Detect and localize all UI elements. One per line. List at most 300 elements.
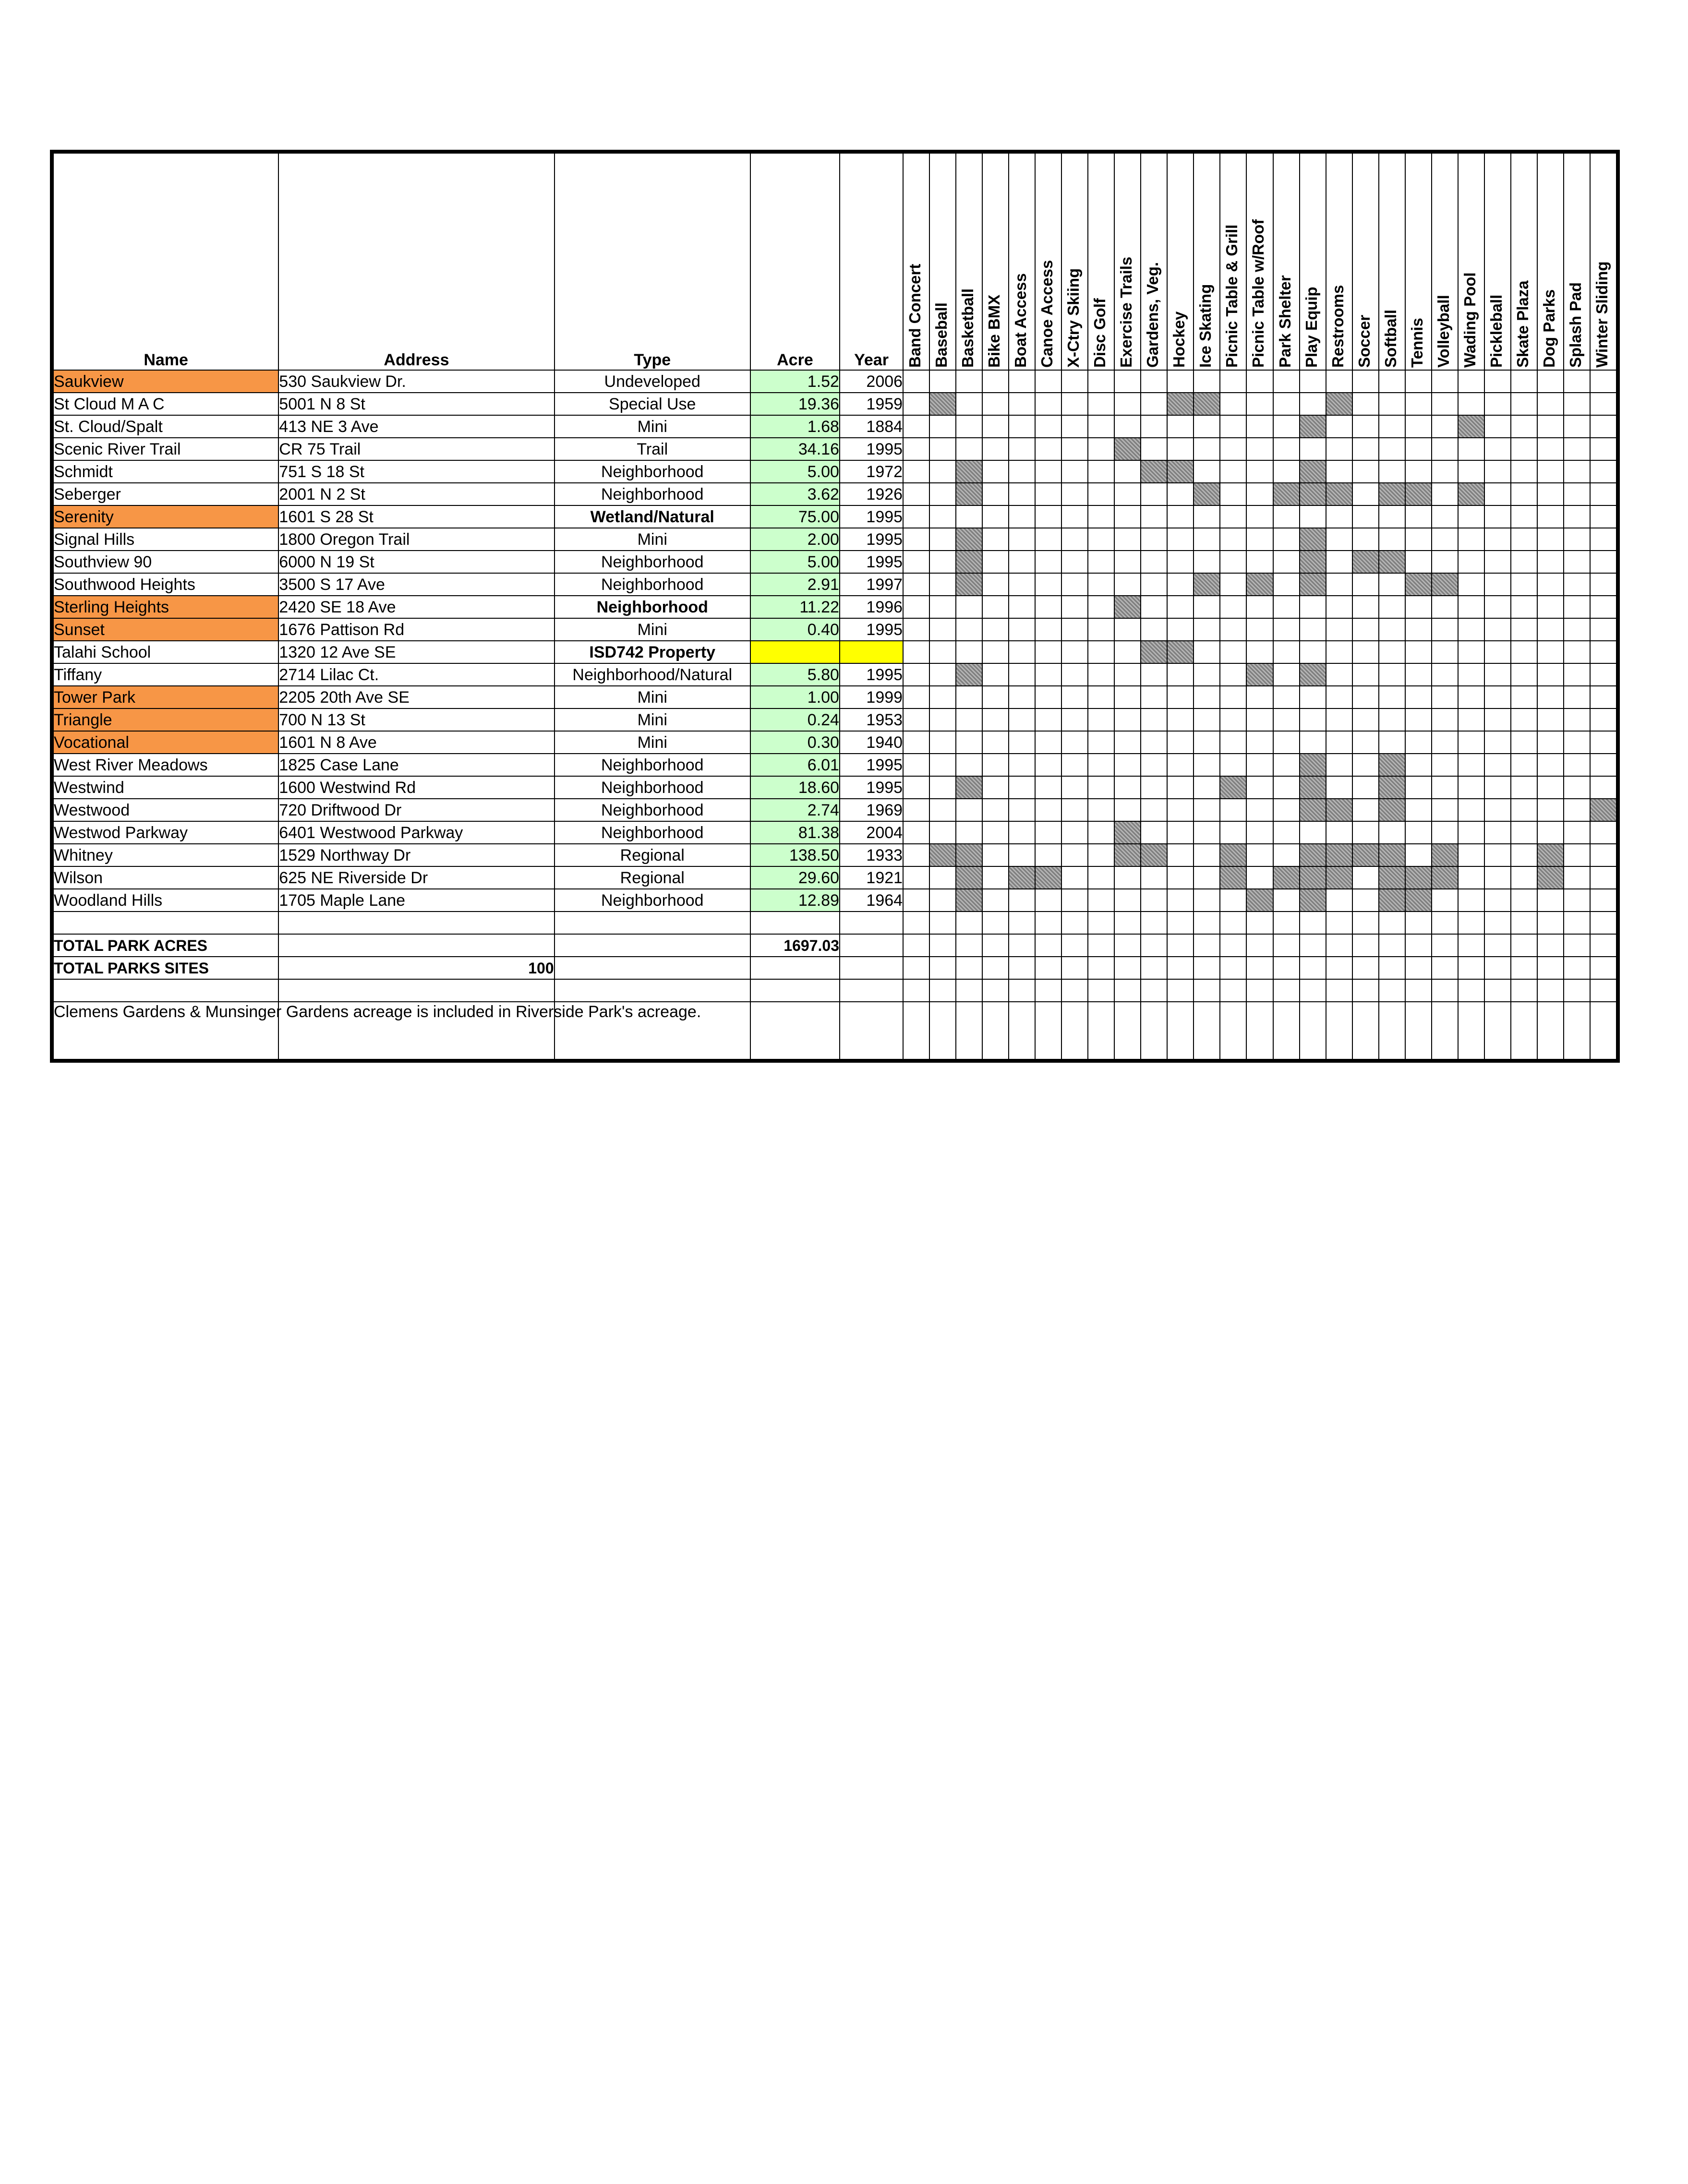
amenity-cell bbox=[1194, 731, 1220, 754]
amenity-cell bbox=[1564, 641, 1590, 663]
amenity-cell bbox=[1300, 618, 1326, 641]
amenity-cell bbox=[1405, 708, 1432, 731]
blank-cell bbox=[1246, 1002, 1273, 1059]
blank-cell bbox=[1061, 979, 1088, 1002]
blank-cell bbox=[929, 979, 956, 1002]
blank-cell bbox=[982, 934, 1009, 957]
amenity-cell bbox=[1035, 460, 1061, 483]
amenity-cell bbox=[1590, 776, 1616, 799]
table-row bbox=[53, 708, 1616, 731]
blank-cell bbox=[1379, 979, 1405, 1002]
blank-cell bbox=[750, 912, 840, 934]
amenity-cell bbox=[956, 393, 982, 415]
amenity-cell bbox=[1220, 438, 1246, 460]
header-amenity bbox=[1035, 153, 1061, 370]
amenity-cell bbox=[1088, 731, 1114, 754]
blank-cell bbox=[1432, 957, 1458, 979]
amenity-cell bbox=[1405, 776, 1432, 799]
amenity-cell bbox=[956, 708, 982, 731]
amenity-label: Wading Pool bbox=[1460, 272, 1479, 368]
amenity-cell bbox=[982, 551, 1009, 573]
amenity-cell bbox=[1009, 393, 1035, 415]
amenity-cell bbox=[1326, 731, 1352, 754]
park-name: Westwind bbox=[53, 776, 278, 799]
amenity-cell bbox=[1220, 686, 1246, 708]
amenity-cell bbox=[1300, 821, 1326, 844]
amenity-cell bbox=[1009, 596, 1035, 618]
amenity-cell bbox=[1114, 370, 1141, 393]
park-acre: 0.40 bbox=[750, 618, 840, 641]
park-name: Woodland Hills bbox=[53, 889, 278, 912]
amenity-cell bbox=[1590, 821, 1616, 844]
blank-cell bbox=[750, 1002, 840, 1059]
park-type: Mini bbox=[555, 415, 750, 438]
amenity-cell bbox=[1220, 370, 1246, 393]
amenity-cell bbox=[1246, 844, 1273, 866]
amenity-cell bbox=[1511, 596, 1537, 618]
blank-cell bbox=[1352, 934, 1379, 957]
blank-cell bbox=[1537, 912, 1564, 934]
amenity-mark bbox=[1141, 460, 1167, 483]
blank-cell bbox=[555, 934, 750, 957]
amenity-mark bbox=[1246, 663, 1273, 686]
blank-cell bbox=[1537, 1002, 1564, 1059]
amenity-cell bbox=[929, 415, 956, 438]
amenity-cell bbox=[1220, 708, 1246, 731]
amenity-cell bbox=[1432, 370, 1458, 393]
amenity-cell bbox=[1352, 889, 1379, 912]
amenity-cell bbox=[1061, 528, 1088, 551]
amenity-cell bbox=[1220, 483, 1246, 505]
park-name: Talahi School bbox=[53, 641, 278, 663]
amenity-cell bbox=[1088, 821, 1114, 844]
amenity-label: Winter Sliding bbox=[1592, 261, 1611, 368]
blank-cell bbox=[956, 1002, 982, 1059]
amenity-cell bbox=[1458, 731, 1484, 754]
blank-cell bbox=[1326, 934, 1352, 957]
park-name: Seberger bbox=[53, 483, 278, 505]
blank-cell bbox=[1379, 934, 1405, 957]
amenity-cell bbox=[1484, 551, 1511, 573]
park-name: Schmidt bbox=[53, 460, 278, 483]
amenity-cell bbox=[1273, 618, 1300, 641]
amenity-cell bbox=[1484, 505, 1511, 528]
amenity-label: Play Equip bbox=[1302, 287, 1320, 368]
park-address: 625 NE Riverside Dr bbox=[278, 866, 554, 889]
amenity-cell bbox=[1511, 754, 1537, 776]
amenity-cell bbox=[1246, 483, 1273, 505]
blank-cell bbox=[1273, 912, 1300, 934]
amenity-cell bbox=[982, 641, 1009, 663]
amenity-cell bbox=[1273, 754, 1300, 776]
table-row bbox=[53, 415, 1616, 438]
amenity-mark bbox=[1405, 866, 1432, 889]
amenity-cell bbox=[1246, 438, 1273, 460]
park-acre: 11.22 bbox=[750, 596, 840, 618]
amenity-cell bbox=[1141, 866, 1167, 889]
amenity-cell bbox=[1194, 415, 1220, 438]
blank-cell bbox=[840, 934, 903, 957]
amenity-label: Boat Access bbox=[1012, 273, 1030, 368]
park-acre: 0.24 bbox=[750, 708, 840, 731]
amenity-cell bbox=[1511, 618, 1537, 641]
amenity-cell bbox=[982, 573, 1009, 596]
park-year: 1953 bbox=[840, 708, 903, 731]
amenity-cell bbox=[1379, 528, 1405, 551]
blank-cell bbox=[956, 979, 982, 1002]
amenity-cell bbox=[1458, 889, 1484, 912]
amenity-cell bbox=[1432, 505, 1458, 528]
amenity-cell bbox=[1405, 821, 1432, 844]
amenity-mark bbox=[1300, 551, 1326, 573]
header-amenity bbox=[1590, 153, 1616, 370]
amenity-cell bbox=[982, 483, 1009, 505]
amenity-cell bbox=[1167, 663, 1194, 686]
amenity-cell bbox=[1537, 686, 1564, 708]
amenity-cell bbox=[1458, 393, 1484, 415]
amenity-mark bbox=[1009, 866, 1035, 889]
park-acre: 34.16 bbox=[750, 438, 840, 460]
amenity-cell bbox=[1194, 799, 1220, 821]
blank-cell bbox=[53, 912, 278, 934]
amenity-cell bbox=[1537, 731, 1564, 754]
amenity-cell bbox=[1405, 505, 1432, 528]
blank-cell bbox=[1141, 1002, 1167, 1059]
amenity-cell bbox=[1352, 573, 1379, 596]
blank-cell bbox=[750, 957, 840, 979]
amenity-cell bbox=[1405, 415, 1432, 438]
amenity-cell bbox=[1511, 799, 1537, 821]
amenity-mark bbox=[1300, 776, 1326, 799]
park-type: Mini bbox=[555, 708, 750, 731]
header-amenity bbox=[1194, 153, 1220, 370]
amenity-cell bbox=[1246, 866, 1273, 889]
amenity-cell bbox=[956, 505, 982, 528]
amenity-cell bbox=[982, 596, 1009, 618]
amenity-cell bbox=[1300, 393, 1326, 415]
amenity-mark bbox=[1405, 889, 1432, 912]
amenity-cell bbox=[1432, 393, 1458, 415]
amenity-cell bbox=[1590, 505, 1616, 528]
blank-cell bbox=[982, 957, 1009, 979]
park-name: Serenity bbox=[53, 505, 278, 528]
amenity-cell bbox=[1194, 505, 1220, 528]
amenity-cell bbox=[1141, 483, 1167, 505]
amenity-cell bbox=[1246, 551, 1273, 573]
amenity-mark bbox=[956, 866, 982, 889]
park-type: Neighborhood bbox=[555, 596, 750, 618]
amenity-cell bbox=[1088, 799, 1114, 821]
amenity-cell bbox=[1590, 641, 1616, 663]
amenity-cell bbox=[929, 754, 956, 776]
park-acre: 5.00 bbox=[750, 460, 840, 483]
amenity-cell bbox=[1484, 866, 1511, 889]
amenity-cell bbox=[1564, 573, 1590, 596]
amenity-cell bbox=[1061, 641, 1088, 663]
amenity-cell bbox=[1009, 415, 1035, 438]
amenity-cell bbox=[1405, 438, 1432, 460]
park-name: Southview 90 bbox=[53, 551, 278, 573]
amenity-cell bbox=[1352, 415, 1379, 438]
park-type: Mini bbox=[555, 686, 750, 708]
blank-cell bbox=[903, 934, 929, 957]
amenity-cell bbox=[1590, 483, 1616, 505]
amenity-mark bbox=[956, 844, 982, 866]
amenity-mark bbox=[1379, 483, 1405, 505]
blank-cell bbox=[1564, 912, 1590, 934]
amenity-cell bbox=[1009, 370, 1035, 393]
amenity-cell bbox=[1114, 551, 1141, 573]
amenity-cell bbox=[982, 393, 1009, 415]
amenity-cell bbox=[1273, 528, 1300, 551]
blank-cell bbox=[1300, 957, 1326, 979]
amenity-mark bbox=[1537, 866, 1564, 889]
blank-cell bbox=[1511, 1002, 1537, 1059]
amenity-cell bbox=[1537, 618, 1564, 641]
amenity-cell bbox=[1564, 438, 1590, 460]
amenity-cell bbox=[1564, 686, 1590, 708]
amenity-cell bbox=[1564, 663, 1590, 686]
blank-cell bbox=[1458, 934, 1484, 957]
amenity-cell bbox=[1167, 686, 1194, 708]
amenity-cell bbox=[1326, 686, 1352, 708]
amenity-cell bbox=[982, 708, 1009, 731]
amenity-cell bbox=[1484, 821, 1511, 844]
amenity-cell bbox=[1141, 528, 1167, 551]
amenity-cell bbox=[1405, 596, 1432, 618]
blank-cell bbox=[1141, 934, 1167, 957]
amenity-mark bbox=[1300, 844, 1326, 866]
amenity-cell bbox=[956, 754, 982, 776]
amenity-cell bbox=[1458, 799, 1484, 821]
amenity-cell bbox=[1511, 844, 1537, 866]
blank-cell bbox=[1088, 934, 1114, 957]
amenity-cell bbox=[1590, 370, 1616, 393]
amenity-label: Basketball bbox=[959, 288, 977, 368]
amenity-cell bbox=[1484, 438, 1511, 460]
blank-cell bbox=[1035, 1002, 1061, 1059]
park-year: 1972 bbox=[840, 460, 903, 483]
amenity-cell bbox=[1458, 708, 1484, 731]
total-acres-row bbox=[53, 934, 1616, 957]
amenity-cell bbox=[1511, 551, 1537, 573]
blank-cell bbox=[1379, 957, 1405, 979]
amenity-cell bbox=[1114, 460, 1141, 483]
amenity-cell bbox=[1564, 708, 1590, 731]
blank-cell bbox=[1352, 912, 1379, 934]
amenity-label: Disc Golf bbox=[1091, 298, 1109, 368]
amenity-cell bbox=[1246, 460, 1273, 483]
amenity-cell bbox=[1061, 821, 1088, 844]
amenity-cell bbox=[1326, 438, 1352, 460]
amenity-mark bbox=[1300, 754, 1326, 776]
amenity-cell bbox=[1432, 821, 1458, 844]
amenity-cell bbox=[1458, 528, 1484, 551]
blank-cell bbox=[1484, 979, 1511, 1002]
amenity-cell bbox=[1114, 505, 1141, 528]
amenity-cell bbox=[1246, 754, 1273, 776]
amenity-cell bbox=[982, 528, 1009, 551]
amenity-cell bbox=[1590, 573, 1616, 596]
amenity-cell bbox=[956, 596, 982, 618]
amenity-cell bbox=[1352, 641, 1379, 663]
amenity-cell bbox=[1194, 708, 1220, 731]
amenity-mark bbox=[1379, 551, 1405, 573]
table-row bbox=[53, 393, 1616, 415]
header-amenity bbox=[1352, 153, 1379, 370]
blank-cell bbox=[1009, 979, 1035, 1002]
amenity-cell bbox=[1537, 460, 1564, 483]
amenity-cell bbox=[1405, 528, 1432, 551]
park-acre: 2.00 bbox=[750, 528, 840, 551]
amenity-cell bbox=[1352, 483, 1379, 505]
park-type: Mini bbox=[555, 731, 750, 754]
park-address: 6401 Westwood Parkway bbox=[278, 821, 554, 844]
amenity-label: Baseball bbox=[932, 302, 951, 368]
blank-cell bbox=[982, 912, 1009, 934]
header-amenity bbox=[1511, 153, 1537, 370]
amenity-cell bbox=[982, 686, 1009, 708]
amenity-cell bbox=[1273, 551, 1300, 573]
park-inventory-table bbox=[53, 153, 1617, 1060]
amenity-cell bbox=[903, 844, 929, 866]
blank-cell bbox=[1246, 912, 1273, 934]
amenity-mark bbox=[956, 528, 982, 551]
amenity-label: Tennis bbox=[1408, 318, 1426, 368]
amenity-cell bbox=[982, 889, 1009, 912]
blank-cell bbox=[278, 979, 554, 1002]
header-year: Year bbox=[840, 153, 903, 370]
blank-cell bbox=[956, 957, 982, 979]
park-type: Neighborhood bbox=[555, 483, 750, 505]
amenity-cell bbox=[1432, 754, 1458, 776]
amenity-cell bbox=[1537, 415, 1564, 438]
amenity-cell bbox=[982, 505, 1009, 528]
amenity-cell bbox=[1484, 573, 1511, 596]
header-amenity bbox=[1009, 153, 1035, 370]
amenity-cell bbox=[1484, 663, 1511, 686]
amenity-cell bbox=[1564, 460, 1590, 483]
amenity-mark bbox=[1458, 415, 1484, 438]
amenity-cell bbox=[1061, 754, 1088, 776]
park-name: Vocational bbox=[53, 731, 278, 754]
blank-cell bbox=[1061, 957, 1088, 979]
blank-cell bbox=[903, 957, 929, 979]
amenity-cell bbox=[1273, 889, 1300, 912]
amenity-cell bbox=[1088, 866, 1114, 889]
amenity-cell bbox=[1432, 415, 1458, 438]
header-amenity bbox=[1246, 153, 1273, 370]
amenity-cell bbox=[1009, 551, 1035, 573]
park-year: 1995 bbox=[840, 754, 903, 776]
total-sites-row bbox=[53, 957, 1616, 979]
amenity-cell bbox=[1088, 686, 1114, 708]
amenity-cell bbox=[1352, 686, 1379, 708]
table-row bbox=[53, 505, 1616, 528]
amenity-cell bbox=[1088, 641, 1114, 663]
blank-cell bbox=[1035, 979, 1061, 1002]
park-acre: 81.38 bbox=[750, 821, 840, 844]
park-name: Triangle bbox=[53, 708, 278, 731]
blank-cell bbox=[1167, 979, 1194, 1002]
park-year: 1995 bbox=[840, 776, 903, 799]
amenity-cell bbox=[1167, 821, 1194, 844]
amenity-cell bbox=[1167, 708, 1194, 731]
amenity-cell bbox=[1379, 370, 1405, 393]
amenity-cell bbox=[1141, 618, 1167, 641]
blank-cell bbox=[1458, 979, 1484, 1002]
amenity-mark bbox=[1167, 460, 1194, 483]
blank-cell bbox=[1564, 1002, 1590, 1059]
amenity-cell bbox=[1484, 641, 1511, 663]
park-name: Saukview bbox=[53, 370, 278, 393]
amenity-cell bbox=[1035, 370, 1061, 393]
amenity-cell bbox=[1564, 393, 1590, 415]
amenity-mark bbox=[1379, 866, 1405, 889]
amenity-cell bbox=[903, 551, 929, 573]
blank-cell bbox=[1484, 1002, 1511, 1059]
amenity-cell bbox=[1194, 889, 1220, 912]
amenity-mark bbox=[1300, 528, 1326, 551]
amenity-cell bbox=[1114, 483, 1141, 505]
header-amenity bbox=[1564, 153, 1590, 370]
blank-cell bbox=[1194, 957, 1220, 979]
park-year: 1959 bbox=[840, 393, 903, 415]
amenity-cell bbox=[1141, 686, 1167, 708]
blank-cell bbox=[1326, 979, 1352, 1002]
amenity-cell bbox=[956, 438, 982, 460]
blank-cell bbox=[1564, 957, 1590, 979]
header-name: Name bbox=[53, 153, 278, 370]
blank-cell bbox=[1167, 934, 1194, 957]
park-name: West River Meadows bbox=[53, 754, 278, 776]
table-row bbox=[53, 731, 1616, 754]
amenity-cell bbox=[1141, 370, 1167, 393]
amenity-cell bbox=[1564, 731, 1590, 754]
blank-cell bbox=[1511, 979, 1537, 1002]
header-amenity bbox=[1537, 153, 1564, 370]
blank-cell bbox=[1564, 979, 1590, 1002]
amenity-cell bbox=[1061, 596, 1088, 618]
amenity-cell bbox=[929, 686, 956, 708]
amenity-cell bbox=[903, 754, 929, 776]
amenity-cell bbox=[1511, 460, 1537, 483]
amenity-cell bbox=[1458, 370, 1484, 393]
blank-cell bbox=[956, 934, 982, 957]
blank-cell bbox=[1194, 979, 1220, 1002]
amenity-cell bbox=[1194, 844, 1220, 866]
amenity-cell bbox=[1035, 776, 1061, 799]
amenity-cell bbox=[1061, 573, 1088, 596]
amenity-cell bbox=[1194, 821, 1220, 844]
amenity-cell bbox=[1246, 596, 1273, 618]
amenity-cell bbox=[1114, 528, 1141, 551]
amenity-mark bbox=[1379, 889, 1405, 912]
amenity-cell bbox=[1114, 889, 1141, 912]
park-type: Mini bbox=[555, 618, 750, 641]
amenity-cell bbox=[1141, 393, 1167, 415]
amenity-cell bbox=[1246, 799, 1273, 821]
blank-cell bbox=[1300, 1002, 1326, 1059]
amenity-cell bbox=[1273, 844, 1300, 866]
amenity-cell bbox=[1564, 866, 1590, 889]
amenity-cell bbox=[1564, 551, 1590, 573]
amenity-cell bbox=[1167, 799, 1194, 821]
blank-cell bbox=[1352, 979, 1379, 1002]
amenity-cell bbox=[1300, 370, 1326, 393]
amenity-cell bbox=[1379, 641, 1405, 663]
note-row bbox=[53, 1002, 1616, 1059]
